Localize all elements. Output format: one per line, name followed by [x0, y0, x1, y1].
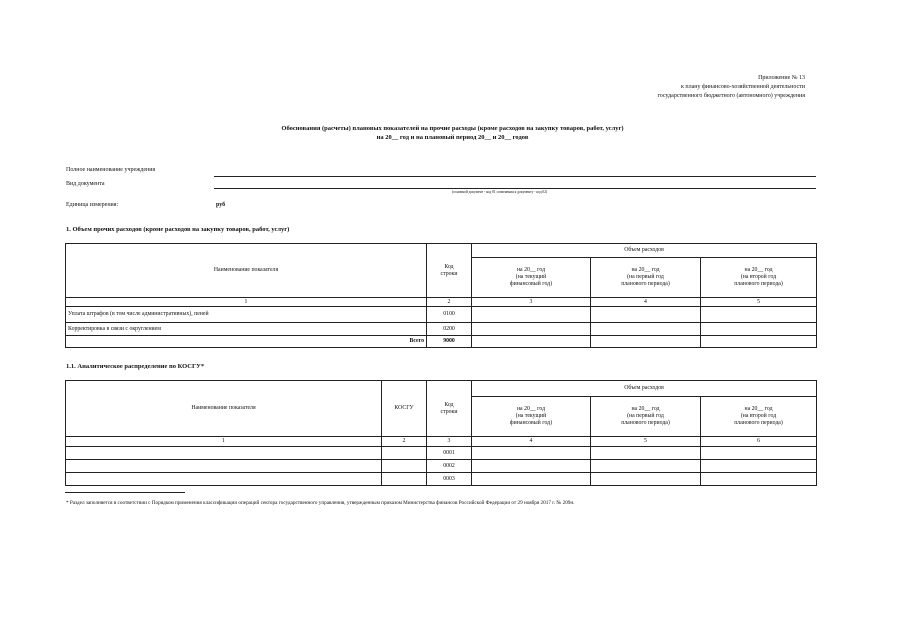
section-2-title: 1.1. Аналитическое распределение по КОСГУ*	[66, 363, 205, 370]
appendix-header	[657, 74, 805, 101]
y1-line-1: на 20__ год	[516, 406, 546, 412]
header-code-line-2: строки	[440, 270, 458, 277]
value-cell[interactable]	[701, 447, 817, 460]
doc-type-label: Вид документа	[66, 181, 105, 187]
table-row	[66, 323, 817, 336]
kosgu-cell[interactable]	[382, 473, 427, 486]
footnote-divider	[65, 492, 185, 493]
table-row	[66, 473, 817, 486]
y2-line-2: (на первый год	[627, 274, 664, 280]
total-label: Всего	[66, 336, 427, 348]
value-cell[interactable]	[591, 473, 701, 486]
header-year-3	[701, 397, 817, 437]
col-number: 2	[382, 437, 427, 447]
unit-label: Единица измерения:	[66, 202, 119, 208]
header-code-line-1: Код	[444, 263, 454, 270]
row-code: 0100	[427, 307, 472, 323]
row-name: Корректировка в связи с округлением	[66, 323, 427, 336]
y3-line-3: планового периода)	[734, 420, 783, 426]
header-year-2	[591, 258, 701, 298]
name-cell[interactable]	[66, 447, 382, 460]
y2-line-1: на 20__ год	[631, 406, 660, 412]
kosgu-cell[interactable]	[382, 447, 427, 460]
table-row	[66, 447, 817, 460]
value-cell[interactable]	[472, 307, 591, 323]
col-number: 6	[701, 437, 817, 447]
column-numbers-row	[66, 298, 817, 307]
name-cell[interactable]	[66, 460, 382, 473]
col-number: 1	[66, 298, 427, 307]
col-number: 4	[472, 437, 591, 447]
y2-line-3: планового периода)	[621, 281, 670, 287]
header-code	[427, 244, 472, 298]
col-number: 4	[591, 298, 701, 307]
value-cell[interactable]	[701, 473, 817, 486]
value-cell[interactable]	[472, 336, 591, 348]
y3-line-2: (на второй год	[740, 274, 777, 280]
header-year-1	[472, 258, 591, 298]
value-cell[interactable]	[701, 323, 817, 336]
y3-line-3: планового периода)	[734, 281, 783, 287]
header-year-2	[591, 397, 701, 437]
value-cell[interactable]	[472, 473, 591, 486]
value-cell[interactable]	[591, 460, 701, 473]
institution-label: Полное наименование учреждения	[66, 167, 156, 173]
col-number: 5	[591, 437, 701, 447]
appendix-line-1: Приложение № 13	[758, 75, 805, 81]
y3-line-1: на 20__ год	[744, 406, 773, 412]
header-name: Наименование показателя	[66, 381, 382, 437]
y1-line-1: на 20__ год	[516, 267, 546, 273]
value-cell[interactable]	[591, 323, 701, 336]
header-code-line-2: строки	[440, 408, 458, 415]
title-line-1: Обоснования (расчеты) плановых показателей на прочие расходы (кроме расходов на закупку товаров, работ, услуг)	[281, 125, 624, 132]
header-volume: Объем расходов	[472, 244, 817, 258]
header-name: Наименование показателя	[66, 244, 427, 298]
y3-line-1: на 20__ год	[744, 267, 773, 273]
unit-value: руб	[216, 202, 226, 208]
value-cell[interactable]	[472, 447, 591, 460]
value-cell[interactable]	[591, 447, 701, 460]
row-code: 0003	[427, 473, 472, 486]
value-cell[interactable]	[701, 307, 817, 323]
y1-line-3: финансовый год)	[509, 281, 553, 287]
value-cell[interactable]	[472, 460, 591, 473]
title-line-2: на 20__ год и на плановый период 20__ и 20__ годов	[376, 134, 529, 141]
kosgu-cell[interactable]	[382, 460, 427, 473]
total-row	[66, 336, 817, 348]
header-volume: Объем расходов	[472, 381, 817, 397]
row-code: 0200	[427, 323, 472, 336]
column-numbers-row	[66, 437, 817, 447]
header-kosgu: КОСГУ	[382, 381, 427, 437]
total-code: 9000	[427, 336, 472, 348]
section-1-table	[65, 243, 817, 348]
y1-line-2: (на текущий	[515, 413, 547, 419]
section-1-title: 1. Объем прочих расходов (кроме расходов на закупку товаров, работ, услуг)	[66, 226, 290, 233]
institution-field-line	[214, 176, 816, 177]
table-row	[66, 460, 817, 473]
doc-type-hint: (основной документ - код 01; изменения к документу - код 02)	[452, 190, 548, 194]
y2-line-2: (на первый год	[627, 413, 664, 419]
header-code	[427, 381, 472, 437]
footnote: * Раздел заполняется в соответствии с Порядком применения классификации операций сектора государственного управления, утвержденным приказом Министерства финансов Российской Федерации от 29 ноября 2017 г. № 209н.	[66, 500, 575, 506]
appendix-line-3: государственного бюджетного (автономного) учреждения	[657, 93, 805, 99]
col-number: 2	[427, 298, 472, 307]
appendix-line-2: к плану финансово-хозяйственной деятельности	[681, 84, 805, 90]
y2-line-1: на 20__ год	[631, 267, 660, 273]
doc-type-field-line	[214, 188, 816, 189]
row-name: Уплата штрафов (в том числе административных), пеней	[66, 307, 427, 323]
header-year-3	[701, 258, 817, 298]
header-code-line-1: Код	[444, 401, 454, 408]
row-code: 0001	[427, 447, 472, 460]
y2-line-3: планового периода)	[621, 420, 670, 426]
document-title	[0, 124, 905, 142]
value-cell[interactable]	[591, 336, 701, 348]
table-row	[66, 307, 817, 323]
header-year-1	[472, 397, 591, 437]
col-number: 5	[701, 298, 817, 307]
y3-line-2: (на второй год	[740, 413, 777, 419]
y1-line-2: (на текущий	[515, 274, 547, 280]
value-cell[interactable]	[701, 460, 817, 473]
value-cell[interactable]	[472, 323, 591, 336]
col-number: 1	[66, 437, 382, 447]
value-cell[interactable]	[701, 336, 817, 348]
col-number: 3	[427, 437, 472, 447]
y1-line-3: финансовый год)	[509, 420, 553, 426]
section-2-table	[65, 380, 817, 486]
value-cell[interactable]	[591, 307, 701, 323]
name-cell[interactable]	[66, 473, 382, 486]
row-code: 0002	[427, 460, 472, 473]
col-number: 3	[472, 298, 591, 307]
